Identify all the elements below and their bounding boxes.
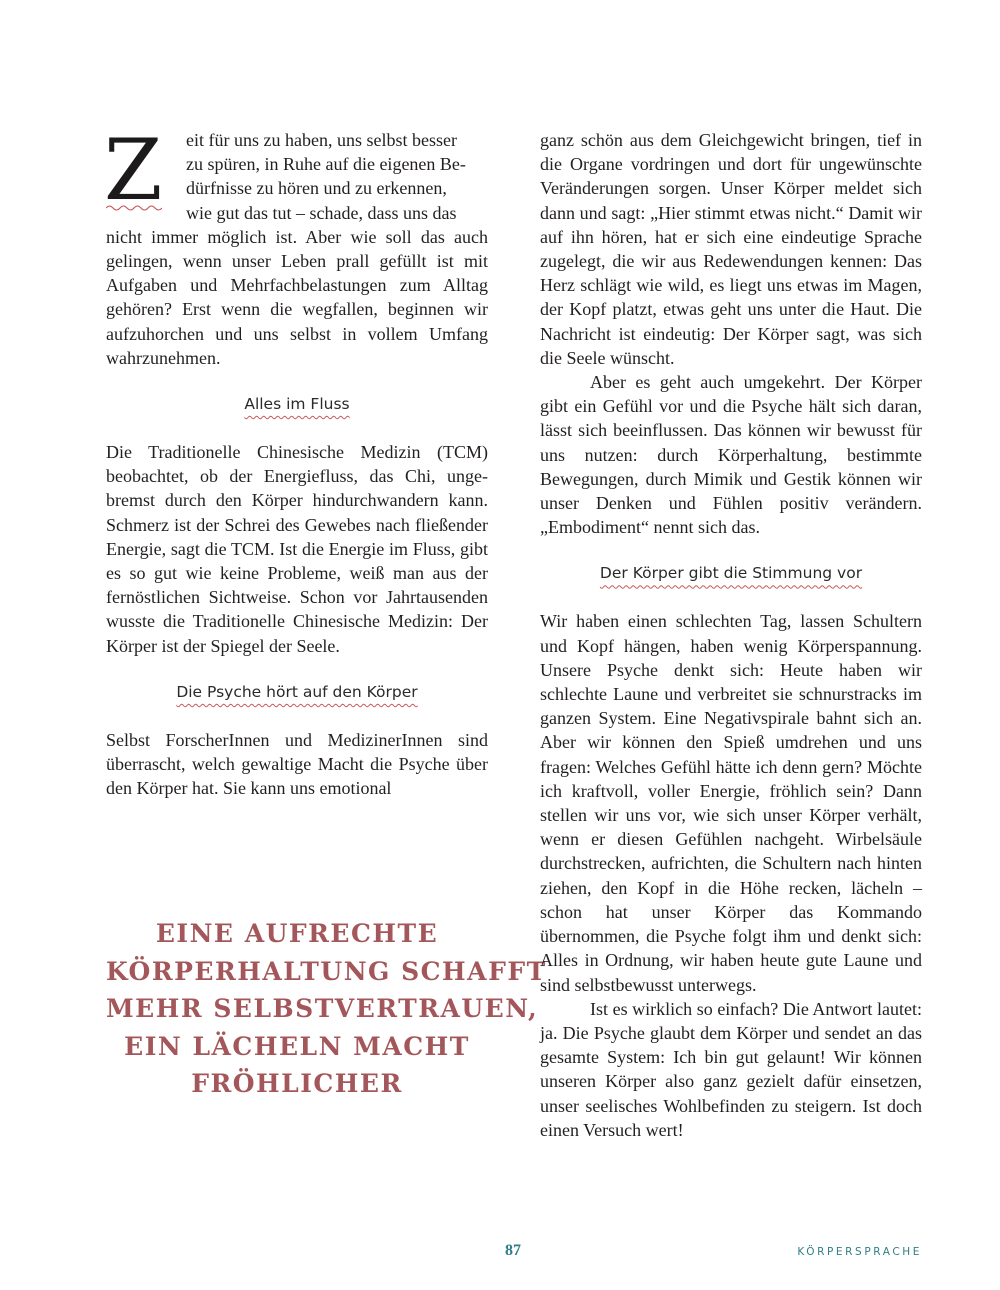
intro-rest: nicht immer möglich ist. Aber wie soll das auch gelingen, wenn unser Leben prall gefüllt ist mit Aufgaben und Mehrfachbelastungen zum Alltag gehören? Erst wenn die wegfallen, beginnen wir aufzuhorchen und uns selbst in vollem Umfang wahrzunehmen. [106,226,488,368]
subheading-psyche [106,682,488,708]
subheading-alles-im-fluss [106,394,488,420]
paragraph-einfach: Ist es wirklich so einfach? Die Antwort lautet: ja. Die Psyche glaubt dem Körper und sendet an das gesamte System: Ich bin gut gelaunt! Wir können unseren Körper also ganz gezielt dafür einsetzen, unser seelisches Wohlbefinden zu steigern. Ist doch einen Versuch wert! [540,998,922,1140]
drop-cap-letter: Z [104,121,163,219]
right-column [540,128,922,1142]
intro-line-1: eit für uns zu haben, uns selbst besser [186,130,457,150]
pull-quote-line: EIN LÄCHELN MACHT [124,1031,470,1061]
paragraph-tcm: Die Traditionelle Chinesische Medizin (TCM) beobachtet, ob der Energiefluss, das Chi, ungebremst durch den Körper hindurchwandern kann. Schmerz ist der Schrei des Gewebes nach fließender Energie, sagt die TCM. Ist die Energie im Fluss, gibt es so gut wie keine Probleme, weiß man aus der fernöstlichen Sichtweise. Schon vor Jahrtausenden wusste die Traditionelle Chinesische Medizin: Der Körper ist der Spiegel der Seele. [106,442,488,656]
running-footer-section: KÖRPERSPRACHE [797,1246,922,1258]
drop-cap-wavy-underline [106,204,162,212]
intro-line-3: dürfnisse zu hören und zu erkennen, [186,178,447,199]
subheading-stimmung [540,563,922,589]
paragraph-umgekehrt: Aber es geht auch umgekehrt. Der Körper gibt ein Gefühl vor und die Psyche hält sich daran, lässt sich beeinflussen. Das können wir bewusst für uns nutzen: durch Körperhaltung, bestimmte Bewegungen, durch Mimik und Gestik können wir unser Denken und Fühlen positiv verändern. „Embodiment“ nennt sich das. [540,372,922,538]
pull-quote-line: KÖRPERHALTUNG SCHAFFT [106,956,547,986]
subheading-text: Die Psyche hört auf den Körper [176,682,418,701]
drop-cap [104,121,182,224]
left-column [104,121,488,800]
paragraph-gleichgewicht: ganz schön aus dem Gleichgewicht bringen, tief in die Organe vordringen und dort für ungewünschte Veränderungen sorgen. Unser Körper meldet sich dann und sagt: „Hier stimmt etwas nicht.“ Damit wir auf ihn hören, hat er sich eine eindeutige Sprache zugelegt, die wir aus Redewendungen kennen: Das Herz schlägt wie wild, es liegt uns etwas im Magen, der Kopf platzt, etwas geht uns unter die Haut. Die Nachricht ist eindeutig: Der Körper sagt, was sich die Seele wünscht. [540,130,922,368]
intro-line-2: zu spüren, in Ruhe auf die eigenen Be- [186,154,466,175]
pull-quote-line: MEHR SELBSTVERTRAUEN, [106,994,539,1023]
paragraph-forscher: Selbst ForscherInnen und MedizinerInnen sind überrascht, welch gewaltige Macht die Psyche über den Körper hat. Sie kann uns emotional [106,729,488,799]
pull-quote-line: EINE AUFRECHTE [155,919,439,948]
intro-paragraph [104,121,488,370]
paragraph-schlechter-tag: Wir haben einen schlechten Tag, lassen Schultern und Kopf hängen, haben wenig Körperspannung. Unsere Psyche denkt sich: Heute haben wir schlechte Laune und verbreitet sie schnurstracks im ganzen System. Eine Negativspirale bahnt sich an. Aber wir können den Spieß umdrehen und uns fragen: Welches Gefühl hätte ich denn gern? Möchte ich kraftvoll, voller Energie, fröhlich sein? Dann stellen wir uns vor, wie sich unser Körper verhält, wenn er diesen Gefühlen nachgeht. Wirbelsäule durchstrecken, aufrichten, die Schultern nach hinten ziehen, den Kopf in die Höhe recken, lächeln – schon hat unser Körper das Kommando übernommen, die Psyche folgt ihm und denkt sich: Alles in Ordnung, wir haben heute gute Laune und sind selbstbewusst unterwegs. [540,611,922,995]
intro-line-4: wie gut das tut – schade, dass uns das [186,202,457,223]
subheading-text: Der Körper gibt die Stimmung vor [599,564,863,583]
pull-quote-line: FRÖHLICHER [191,1069,403,1098]
page-number: 87 [505,1242,521,1259]
pull-quote [106,915,547,1103]
subheading-text: Alles im Fluss [244,395,350,414]
